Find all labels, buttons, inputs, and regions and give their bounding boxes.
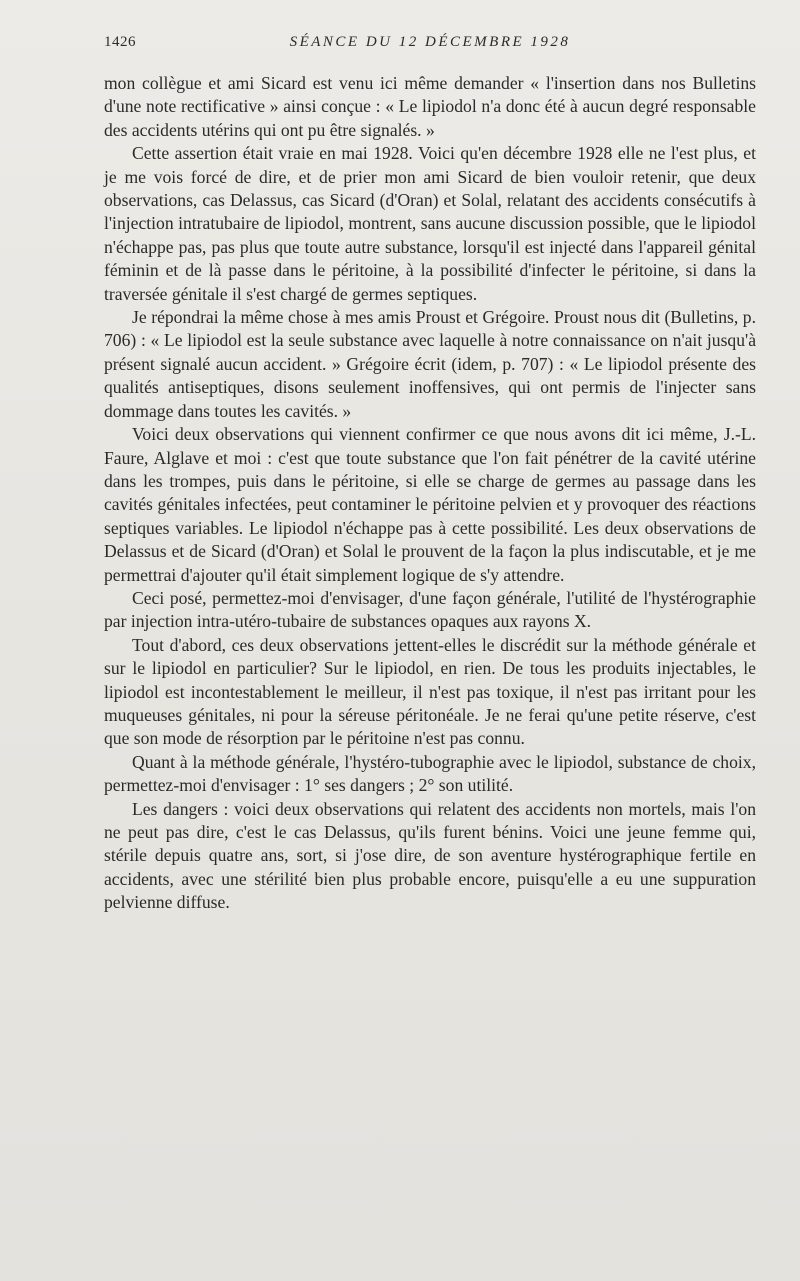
paragraph-7: Quant à la méthode générale, l'hystéro-tubographie avec le lipiodol, substance de choix, permettez-moi d'envisager : 1° ses dangers ; 2° son utilité. [104,751,756,796]
page-number: 1426 [104,34,136,50]
paragraph-6: Tout d'abord, ces deux observations jettent-elles le discrédit sur la méthode générale et sur le lipiodol en particulier? Sur le lipiodol, en rien. De tous les produits injectables, le lipiodol est incontestablement le meilleur, il n'est pas toxique, il n'est pas irritant pour les muqueuses génitales, ni pour la séreuse péritonéale. Je ne ferai qu'une petite réserve, c'est que son mode de résorption par le péritoine n'est pas connu. [104,634,756,749]
body-text [104,72,756,915]
paragraph-4: Voici deux observations qui viennent confirmer ce que nous avons dit ici même, J.-L. Faure, Alglave et moi : c'est que toute substance que l'on fait pénétrer de la cavité utérine dans les trompes, puis dans le péritoine, si elle se charge de germes au passage dans les cavités génitales infectées, peut contaminer le péritoine pelvien et y provoquer des réactions septiques variables. Le lipiodol n'échappe pas à cette possibilité. Les deux observations de Delassus et de Sicard (d'Oran) et Solal le prouvent de la façon la plus indiscutable, et je me permettrai d'ajouter qu'il était simplement logique de s'y attendre. [104,424,756,585]
paragraph-8: Les dangers : voici deux observations qui relatent des accidents non mortels, mais l'on ne peut pas dire, c'est le cas Delassus, qu'ils furent bénins. Voici une jeune femme qui, stérile depuis quatre ans, sort, si j'ose dire, de son aventure hystérographique fertile en accidents, avec une stérilité bien plus probable encore, puisqu'elle a eu une suppuration pelvienne diffuse. [104,798,756,913]
paragraph-5: Ceci posé, permettez-moi d'envisager, d'une façon générale, l'utilité de l'hystérographie par injection intra-utéro-tubaire de substances opaques aux rayons X. [104,587,756,632]
paragraph-1: mon collègue et ami Sicard est venu ici même demander « l'insertion dans nos Bulletins d'une note rectificative » ainsi conçue : « Le lipiodol n'a donc été à aucun degré responsable des accidents utérins qui ont pu être signalés. » [104,73,756,140]
page-header [104,34,756,56]
running-title: SÉANCE DU 12 DÉCEMBRE 1928 [289,34,571,50]
paragraph-2: Cette assertion était vraie en mai 1928. Voici qu'en décembre 1928 elle ne l'est plus, et je me vois forcé de dire, et de prier mon ami Sicard de bien vouloir retenir, que deux observations, cas Delassus, cas Sicard (d'Oran) et Solal, relatant des accidents consécutifs à l'injection intratubaire de lipiodol, montrent, sans aucune discussion possible, que le lipiodol n'échappe pas, pas plus que toute autre substance, lorsqu'il est injecté dans l'appareil génital féminin et de là passe dans le péritoine, à la possibilité d'infecter le péritoine, si dans la traversée génitale il s'est chargé de germes septiques. [104,143,756,304]
paragraph-3: Je répondrai la même chose à mes amis Proust et Grégoire. Proust nous dit (Bulletins, p. 706) : « Le lipiodol est la seule substance avec laquelle à notre connaissance on n'ait jusqu'à présent signalé aucun accident. » Grégoire écrit (idem, p. 707) : « Le lipiodol présente des qualités antiseptiques, disons seulement inoffensives, qui ont permis de l'injecter sans dommage dans toutes les cavités. » [104,307,756,421]
